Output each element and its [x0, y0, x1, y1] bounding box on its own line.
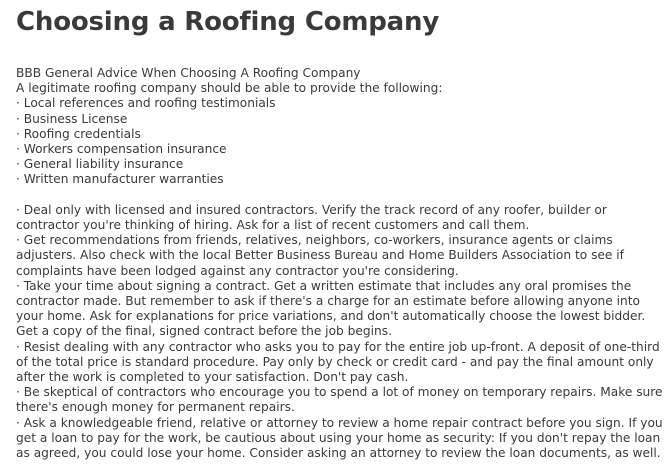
advice-item: · Resist dealing with any contractor who asks you to pay for the entire job up-front. A deposit of one-third of the total price is standard procedure. Pay only by check or credit card - and pay the final amount only after the work is completed to your satisfaction. Don't pay cash.	[16, 339, 660, 385]
requirement-item: · Roofing credentials	[16, 126, 141, 141]
advice-item: · Take your time about signing a contract. Get a written estimate that includes any oral promises the contractor made. But remember to ask if there's a charge for an estimate before allowing anyone into your home. Ask for explanations for price variations, and don't automatically choose the lowest bidder. Get a copy of the final, signed contract before the job begins.	[16, 278, 646, 339]
article-body	[16, 66, 668, 461]
requirement-item: · Business License	[16, 111, 128, 126]
requirement-item: · Local references and roofing testimonials	[16, 96, 276, 111]
advice-item: · Be skeptical of contractors who encourage you to spend a lot of money on temporary repairs. Make sure there's enough money for permanent repairs.	[16, 385, 663, 415]
intro-lead: A legitimate roofing company should be able to provide the following:	[16, 81, 443, 96]
page-title: Choosing a Roofing Company	[16, 7, 440, 37]
intro-heading: BBB General Advice When Choosing A Roofing Company	[16, 66, 361, 80]
requirement-item: · Workers compensation insurance	[16, 142, 227, 157]
paragraph-spacer	[16, 188, 668, 203]
requirement-item: · General liability insurance	[16, 157, 184, 172]
requirements-list	[16, 96, 668, 187]
advice-list	[16, 203, 668, 461]
requirement-item: · Written manufacturer warranties	[16, 172, 224, 187]
advice-item: · Ask a knowledgeable friend, relative or attorney to review a home repair contract before you sign. If you get a loan to pay for the work, be cautious about using your home as security: If you don't repay the loan as agreed, you could lose your home. Consider asking an attorney to review the loan documents, as well.	[16, 415, 663, 461]
advice-item: · Get recommendations from friends, relatives, neighbors, co-workers, insurance agents or claims adjusters. Also check with the local Better Business Bureau and Home Builders Association to see if complaints have been lodged against any contractor you're considering.	[16, 233, 624, 278]
advice-item: · Deal only with licensed and insured contractors. Verify the track record of any roofer, builder or contractor you're thinking of hiring. Ask for a list of recent customers and call them.	[16, 202, 607, 233]
